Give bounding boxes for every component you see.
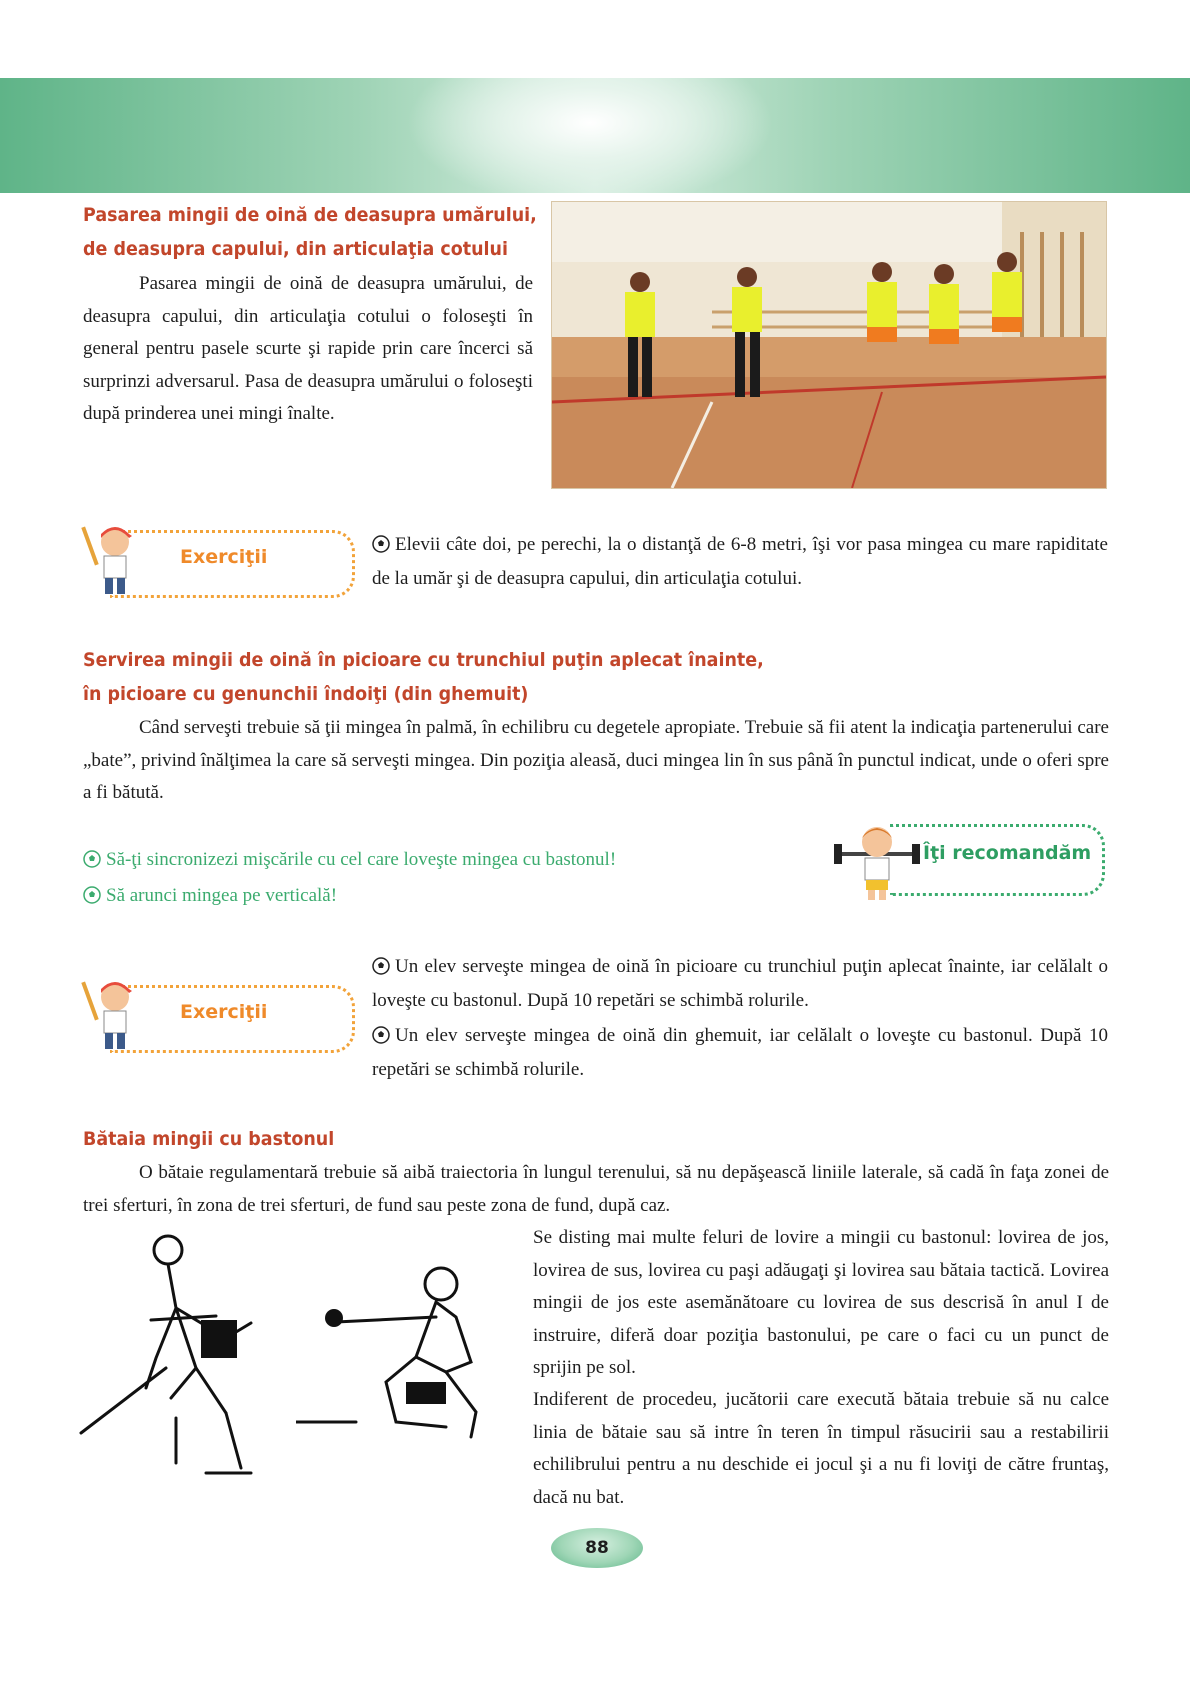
exercise2-item2-text: Un elev serveşte mingea de oină din ghemuit, iar celălalt o loveşte cu bastonul. După 10 repetări se schimbă rolurile. <box>372 1025 1108 1080</box>
ball-bullet-icon <box>372 535 390 553</box>
page-number: 88 <box>551 1528 643 1568</box>
exercises-badge <box>80 975 360 1055</box>
section1-paragraph: Pasarea mingii de oină de deasupra umărului, de deasupra capului, din articulaţia cotului o foloseşti în general pentru pasele scurte şi rapide prin care încerci să surprinzi adversarul. Pasa de deasupra umărului o foloseşti după prinderea unei mingi înalte. <box>83 273 533 424</box>
tip-item <box>83 845 616 875</box>
boy-with-bat-icon <box>80 520 150 600</box>
section2-heading-line2: în picioare cu genunchii îndoiţi (din ghemuit) <box>83 683 529 705</box>
header-banner <box>0 78 1190 193</box>
section1-heading-line2: de deasupra capului, din articulaţia cotului <box>83 238 508 260</box>
exercises-badge <box>80 520 360 600</box>
section3-paragraph1: O bătaie regulamentară trebuie să aibă traiectoria în lungul terenului, să nu depăşească liniile laterale, să cadă în faţa zonei de trei sferturi, în zona de trei sferturi, de fund sau peste zona de fund, după caz. <box>83 1162 1109 1216</box>
tip-text: Să-ţi sincronizezi mişcările cu cel care loveşte mingea cu bastonul! <box>106 849 617 870</box>
section3-paragraph2: Se disting mai multe feluri de lovire a mingii cu bastonul: lovirea de jos, lovirea de sus, lovirea cu paşi adăugaţi şi lovirea sau bătaia tactică. Lovirea mingii de jos este asemănătoare cu lovirea de sus descrisă în anul I de instruire, diferă doar poziţia bastonului, pe care o faci cu un punct de sprijin pe sol. <box>533 1227 1109 1378</box>
recommend-label: Îţi recomandăm <box>923 842 1092 864</box>
boy-with-bat-icon <box>80 975 150 1055</box>
exercise1-item <box>372 528 1108 596</box>
tip-item <box>83 881 337 911</box>
section3-paragraph3: Indiferent de procedeu, jucătorii care execută bătaia trebuie să nu calce linia de bătaie sau să intre în teren în timpul răsucirii sau a restabilirii echilibrului pentru a nu deschide ei jocul şi a nu fi loviţi de către fruntaş, dacă nu bat. <box>533 1389 1109 1508</box>
exercise1-text: Elevii câte doi, pe perechi, la o distanţă de 6-8 metri, îşi vor pasa mingea cu mare rapiditate de la umăr şi de deasupra capului, din articulaţia cotului. <box>372 534 1108 589</box>
section2-paragraph: Când serveşti trebuie să ţii mingea în palmă, în echilibru cu degetele apropiate. Trebuie să fii atent la indicaţia partenerului care „bate”, privind înălţimea la care să serveşti mingea. Din poziţia aleasă, duci mingea lin în sus până în punctul indicat, unde o oferi spre a fi bătută. <box>83 717 1109 803</box>
exercises-label: Exerciţii <box>180 546 268 568</box>
recommend-badge <box>830 816 1110 902</box>
exercise2-item1-text: Un elev serveşte mingea de oină în picioare cu trunchiul puţin aplecat înainte, iar celălalt o loveşte cu bastonul. După 10 repetări se schimbă rolurile. <box>372 956 1108 1011</box>
ball-bullet-icon <box>83 850 101 868</box>
tip-text: Să arunci mingea pe verticală! <box>106 885 338 906</box>
gym-photo <box>551 201 1107 489</box>
batter-low-hit-sketch <box>76 1228 296 1488</box>
exercise2-item <box>372 950 1108 1018</box>
ball-bullet-icon <box>372 957 390 975</box>
server-crouch-sketch <box>296 1262 496 1462</box>
exercise2-item <box>372 1019 1108 1087</box>
section1-heading-line1: Pasarea mingii de oină de deasupra umărului, <box>83 204 537 226</box>
exercises-label: Exerciţii <box>180 1001 268 1023</box>
section3-heading: Bătaia mingii cu bastonul <box>83 1128 335 1150</box>
section2-heading-line1: Servirea mingii de oină în picioare cu trunchiul puţin aplecat înainte, <box>83 649 764 671</box>
ball-bullet-icon <box>372 1026 390 1044</box>
ball-bullet-icon <box>83 886 101 904</box>
boy-lifting-weights-icon <box>830 816 925 902</box>
